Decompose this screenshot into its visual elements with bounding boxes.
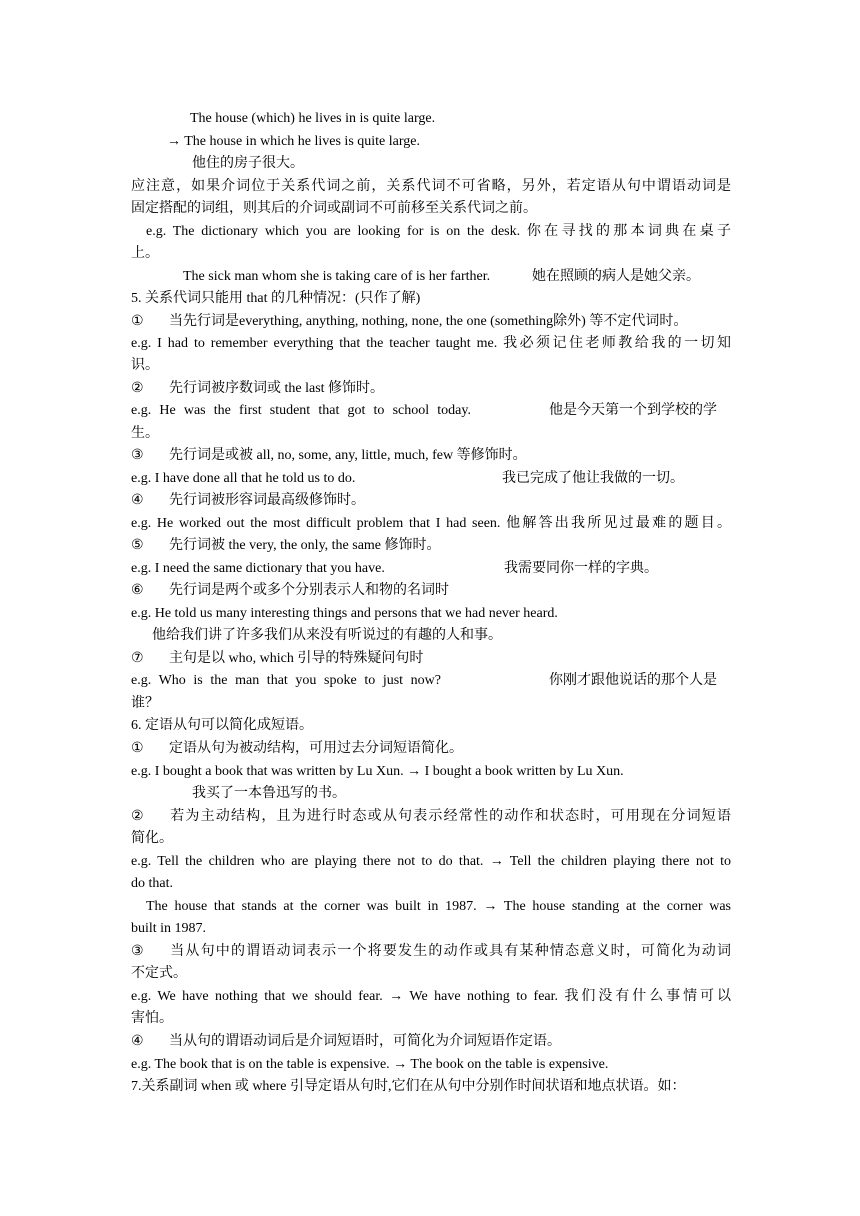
example-line: The house that stands at the corner was built in 1987. → The house standing at the corner was [146,899,731,914]
example-translation: 我需要同你一样的字典。 [504,561,658,576]
list-item [131,447,731,465]
section-heading: 5. 关系代词只能用 that 的几种情况：(只作了解) [131,291,421,306]
item-number: ⑤ [131,538,144,553]
example-line: e.g. I had to remember everything that the teacher taught me. 我必须记住老师教给我的一切知 [131,336,731,351]
paragraph-line: do that. [131,876,173,891]
item-text: 先行词被形容词最高级修饰时。 [169,493,365,508]
example-sentence: e.g. I have done all that he told us to do. [131,471,356,486]
example-sentence: e.g. Who is the man that you spoke to just now? [131,673,441,688]
paragraph-line: 上。 [131,246,159,261]
example-translation: 你刚才跟他说话的那个人是 [549,673,717,688]
example-line: e.g. Tell the children who are playing there not to do that. → Tell the children playing there not to [131,854,731,869]
item-text: 当先行词是everything, anything, nothing, none, the one (something除外) 等不定代词时。 [169,314,688,329]
section-heading: 7.关系副词 when 或 where 引导定语从句时,它们在从句中分别作时间状语和地点状语。如： [131,1079,686,1094]
paragraph-line: 谁？ [131,696,159,711]
example-sentence: e.g. The book that is on the table is expensive. → The book on the table is expensive. [131,1057,609,1072]
item-number: ② [131,381,144,396]
item-text: 先行词被序数词或 the last 修饰时。 [169,381,385,396]
paragraph-line: 识。 [131,358,159,373]
item-number: ③ [131,448,144,463]
example-sentence: The sick man whom she is taking care of is her farther. [183,269,491,284]
paragraph-line: 应注意，如果介词位于关系代词之前，关系代词不可省略，另外，若定语从句中谓语动词是 [131,179,731,194]
list-item [131,740,731,758]
list-item [131,943,731,961]
list-item [131,650,731,668]
example-translation: 我买了一本鲁迅写的书。 [192,786,346,801]
example-line: e.g. We have nothing that we should fear. → We have nothing to fear. 我们没有什么事情可以 [131,989,731,1004]
item-number: ④ [131,1034,144,1049]
item-text: 当从句中的谓语动词表示一个将要发生的动作或具有某种情态意义时，可简化为动词 [169,944,731,959]
item-number: ① [131,741,144,756]
list-item [131,313,731,331]
paragraph-line: 不定式。 [131,966,187,981]
example-line: e.g. He worked out the most difficult problem that I had seen. 他解答出我所见过最难的题目。 [131,516,731,531]
example-translation: 他给我们讲了许多我们从来没有听说过的有趣的人和事。 [152,628,502,643]
item-number: ③ [131,944,144,959]
list-item [131,808,731,826]
example-sentence: → The house in which he lives is quite large. [167,134,420,149]
item-number: ⑥ [131,583,144,598]
example-sentence: e.g. I bought a book that was written by Lu Xun. → I bought a book written by Lu Xun. [131,764,624,779]
item-number: ① [131,314,144,329]
example-sentence: e.g. I need the same dictionary that you have. [131,561,385,576]
list-item [131,537,731,555]
item-text: 若为主动结构，且为进行时态或从句表示经常性的动作和状态时，可用现在分词短语 [169,809,731,824]
example-translation: 我已完成了他让我做的一切。 [502,471,684,486]
example-line: e.g. The dictionary which you are looking for is on the desk. 你在寻找的那本词典在桌子 [146,224,731,239]
paragraph-line: 害怕。 [131,1011,173,1026]
item-text: 先行词被 the very, the only, the same 修饰时。 [169,538,441,553]
list-item [131,1033,731,1051]
example-sentence: The house (which) he lives in is quite large. [190,111,436,126]
list-item [131,492,731,510]
paragraph-line: 固定搭配的词组，则其后的介词或副词不可前移至关系代词之前。 [131,201,537,216]
paragraph-line: 生。 [131,426,159,441]
list-item [131,582,731,600]
item-number: ② [131,809,144,824]
item-text: 当从句的谓语动词后是介词短语时，可简化为介词短语作定语。 [169,1034,561,1049]
example-translation: 他住的房子很大。 [192,156,304,171]
item-text: 定语从句为被动结构，可用过去分词短语简化。 [169,741,463,756]
item-number: ⑦ [131,651,144,666]
example-translation: 她在照顾的病人是她父亲。 [532,269,700,284]
example-sentence: e.g. He told us many interesting things and persons that we had never heard. [131,606,558,621]
item-number: ④ [131,493,144,508]
item-text: 主句是以 who, which 引导的特殊疑问句时 [169,651,424,666]
paragraph-line: 简化。 [131,831,173,846]
example-sentence: e.g. He was the first student that got to school today. [131,403,471,418]
example-translation: 他是今天第一个到学校的学 [549,403,717,418]
list-item [131,380,731,398]
paragraph-line: built in 1987. [131,921,207,936]
item-text: 先行词是两个或多个分别表示人和物的名词时 [169,583,449,598]
section-heading: 6. 定语从句可以简化成短语。 [131,718,313,733]
item-text: 先行词是或被 all, no, some, any, little, much, few 等修饰时。 [169,448,527,463]
